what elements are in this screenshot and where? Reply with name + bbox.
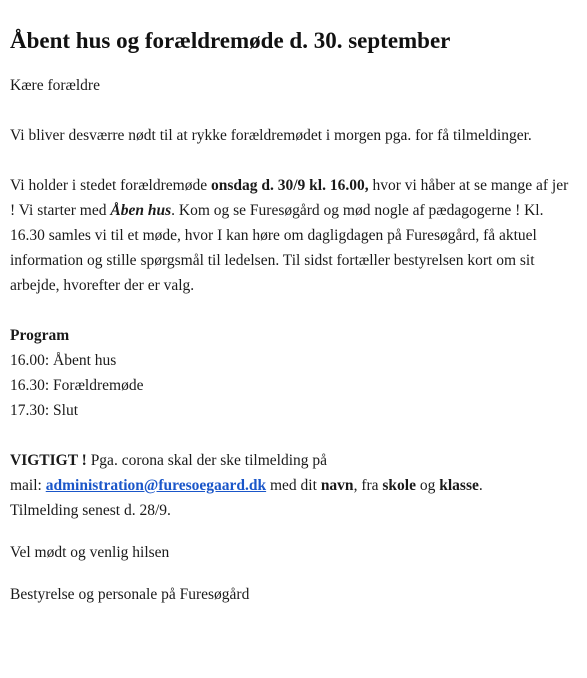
class-keyword: klasse: [439, 477, 479, 494]
signature: Bestyrelse og personale på Furesøgård: [10, 586, 250, 603]
notice-text-4: , fra: [353, 477, 383, 494]
school-keyword: skole: [382, 477, 416, 494]
page-title: Åbent hus og forældremøde d. 30. september: [10, 28, 451, 53]
program-heading: Program: [10, 327, 70, 344]
program-item: 16.30: Forældremøde: [10, 377, 144, 394]
details-text-1: Vi holder i stedet forældremøde: [10, 177, 211, 194]
notice-text-1: Pga. corona skal der ske tilmelding på: [86, 452, 328, 469]
program-item: 16.00: Åbent hus: [10, 352, 117, 369]
registration-deadline: Tilmelding senest d. 28/9.: [10, 502, 171, 519]
open-house-label: Åben hus: [110, 202, 172, 219]
name-keyword: navn: [320, 477, 354, 494]
important-label: VIGTIGT !: [10, 452, 87, 469]
details-text-2: hvor vi håber at se mange af jer ! Vi starter med: [10, 177, 569, 219]
details-paragraph: [10, 173, 577, 298]
greeting: Kære forældre: [10, 77, 100, 94]
intro-paragraph: Vi bliver desværre nødt til at rykke forældremødet i morgen pga. for få tilmeldinger.: [10, 127, 532, 144]
meeting-date: onsdag d. 30/9 kl. 16.00,: [210, 177, 369, 194]
notice-text-3: med dit: [266, 477, 321, 494]
closing-line: Vel mødt og venlig hilsen: [10, 544, 170, 561]
notice-text-5: og: [415, 477, 440, 494]
email-link[interactable]: administration@furesoegaard.dk: [45, 477, 267, 494]
program-section: [10, 323, 577, 423]
details-text-3: . Kom og se Furesøgård og mød nogle af pædagogerne ! Kl. 16.30 samles vi til et møde, hvor I kan høre om dagligdagen på Furesøgård, få aktuel information og stille spørgsmål til ledelsen. Til sidst fortæller bestyrelsen kort om sit arbejde, hvorefter der er valg.: [10, 202, 544, 294]
notice-mail-prefix: mail:: [10, 477, 46, 494]
notice-section: [10, 448, 577, 523]
notice-text-6: .: [478, 477, 483, 494]
program-item: 17.30: Slut: [10, 402, 79, 419]
